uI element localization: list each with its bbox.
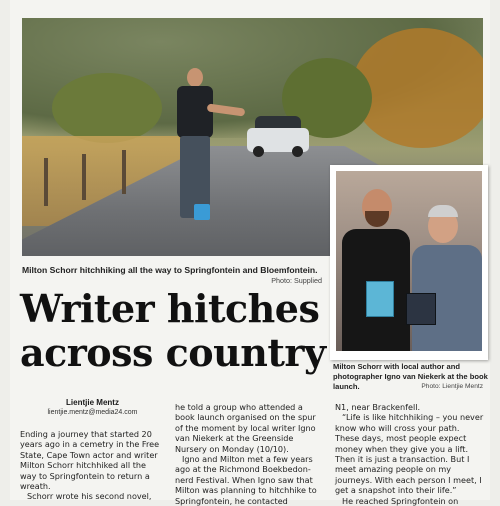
- main-photo-caption: Milton Schorr hitchhiking all the way to Springfontein and Bloemfontein.: [22, 265, 318, 275]
- inset-photo-credit: Photo: Lientjie Mentz: [421, 383, 483, 390]
- fence-post: [82, 154, 86, 200]
- book-cover: [406, 293, 436, 325]
- main-photo-credit: Photo: Supplied: [271, 276, 322, 285]
- paragraph: “Life is like hitchhiking – you never know who will cross your path. These days, most people expect money when they give you a lift. Then it is just a transaction. But I meet amazing people on my journeys. With each person I meet, I get a snapshot into their life.”: [335, 412, 484, 496]
- paragraph: Ending a journey that started 20 years ago in a cemetry in the Free State, Cape Town actor and writer Milton Schorr hitchhiked all the way to Springfontein to return a wreath.: [20, 429, 160, 492]
- inset-photo-frame: [330, 165, 488, 360]
- headline-line-1: Writer hitches: [20, 286, 320, 331]
- headline: [20, 287, 330, 375]
- bucket: [194, 204, 210, 220]
- car: [247, 116, 309, 156]
- article-column-2: [175, 402, 325, 506]
- book-cover: [366, 281, 394, 317]
- paragraph: N1, near Brackenfell.: [335, 402, 421, 412]
- article-column-1: [20, 429, 160, 502]
- inset-photo: [336, 171, 482, 351]
- paragraph: Schorr wrote his second novel,: [27, 491, 152, 502]
- author-name: Lientjie Mentz: [66, 398, 119, 407]
- fence-post: [44, 158, 48, 206]
- headline-line-2: across country: [20, 330, 326, 375]
- inset-photo-caption: Milton Schorr with local author and photographer Igno van Niekerk at the book launch.: [333, 362, 488, 391]
- paragraph: Igno and Milton met a few years ago at the Richmond Boekbedon-nerd Festival. When Igno saw that Milton was planning to hitchhike to Springfontein, he contacted: [175, 454, 317, 506]
- tree: [352, 28, 483, 148]
- byline: [20, 398, 165, 417]
- paragraph: he told a group who attended a book launch organised on the spur of the moment by local writer Igno van Niekerk at the Greenside Nursery on Monday (10/10).: [175, 402, 316, 454]
- tree: [52, 73, 162, 143]
- fence-post: [122, 150, 126, 194]
- author-email[interactable]: lientjie.mentz@media24.com: [47, 409, 138, 416]
- article-column-3: [335, 402, 485, 506]
- paragraph: He reached Springfontein on: [342, 495, 459, 506]
